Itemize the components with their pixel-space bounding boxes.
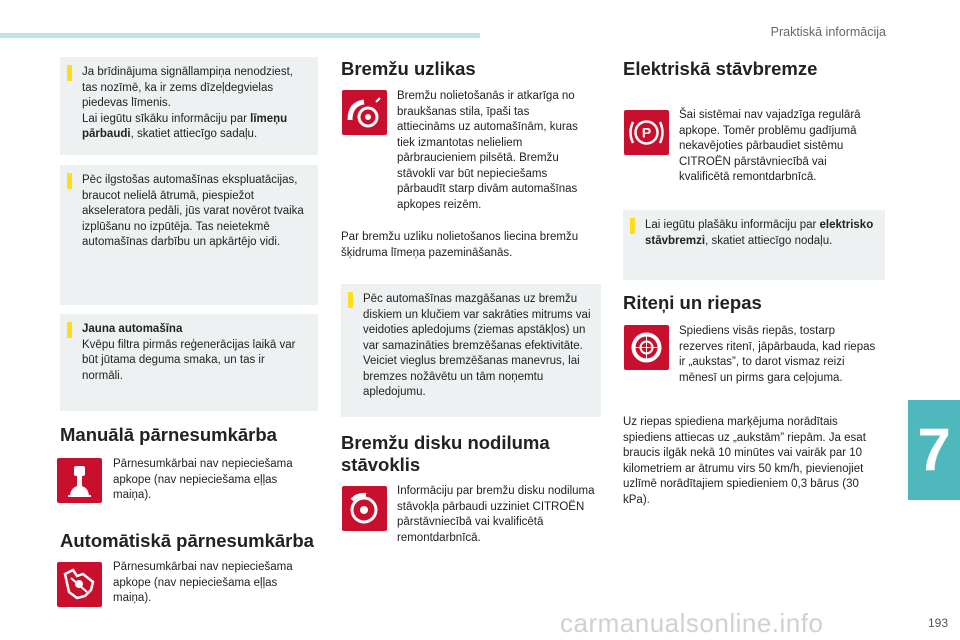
- watermark: carmanualsonline.info: [560, 608, 824, 638]
- note-marker: [67, 173, 72, 189]
- section-title: Praktiskā informācija: [770, 25, 886, 39]
- header-accent-bar: [0, 33, 480, 38]
- note-marker: [348, 292, 353, 308]
- heading-automatic-gearbox: Automātiskā pārnesumkārba: [60, 530, 314, 551]
- heading-brake-discs: Bremžu disku nodiluma stāvoklis: [341, 432, 550, 475]
- info-note-new-vehicle: [60, 314, 318, 411]
- note-text: Ja brīdinājuma signāllampiņa nenodziest, tas nozīmē, ka ir zems dīzeļdegvielas piedevas līmenis. Lai iegūtu sīkāku informāciju par līmeņu pārbaudi, skatiet attiecīgo sadaļu.: [82, 66, 293, 140]
- heading-brake-pads: Bremžu uzlikas: [341, 58, 476, 79]
- heading-manual-gearbox: Manuālā pārnesumkārba: [60, 424, 277, 445]
- brake-pads-para: Par bremžu uzliku nolietošanos liecina bremžu šķidruma līmeņa pazemināšanās.: [341, 231, 579, 259]
- note-text: Lai iegūtu plašāku informāciju par elektrisko stāvbremzi, skatiet attiecīgo nodaļu.: [645, 219, 874, 247]
- manual-gearbox-text: Pārnesumkārbai nav nepieciešama apkope (nav nepieciešama eļļas maiņa).: [113, 458, 293, 501]
- heading-electric-parking-brake: Elektriskā stāvbremze: [623, 58, 818, 79]
- note-marker: [630, 218, 635, 234]
- info-note-exhaust: [60, 165, 318, 305]
- tyre-icon: [624, 325, 669, 370]
- electric-parking-brake-text: Šai sistēmai nav vajadzīga regulārā apkope. Tomēr problēmu gadījumā nekavējoties pārbaudiet sistēmu CITROËN pārstāvniecībā vai kvalificētā remontdarbnīcā.: [679, 109, 861, 183]
- heading-wheels-tyres: Riteņi un riepas: [623, 292, 762, 313]
- chapter-number: 7: [917, 416, 951, 483]
- brake-discs-text: Informāciju par bremžu disku nodiluma stāvokļa pārbaudi uzziniet CITROËN pārstāvniecībā vai kvalificētā remontdarbnīcā.: [397, 485, 595, 544]
- manual-gearbox-icon: [57, 458, 102, 503]
- note-text: Jauna automašīna Kvēpu filtra pirmās reģenerācijas laikā var būt jūtama deguma smaka, un tas ir normāli.: [82, 323, 296, 382]
- brake-disc-icon: [342, 486, 387, 531]
- info-note-brake-moisture: [341, 284, 601, 417]
- parking-brake-icon: [624, 110, 669, 155]
- note-text: Pēc ilgstošas automašīnas ekspluatācijas, braucot nelielā ātrumā, piespiežot akseleratora pedāli, jūs varat novērot tvaika izplūšanu no izpūtēja. Tas neietekmē automašīnas darbību un apkārtējo vidi.: [82, 174, 304, 248]
- note-marker: [67, 322, 72, 338]
- brake-pads-text: Bremžu nolietošanās ir atkarīga no braukšanas stila, īpaši tas attiecināms uz automašīnām, kuras tiek izmantotas nelieliem pārbraucieniem pilsētā. Bremžu stāvokli var būt nepieciešams pārbaudīt starp divām automašīnas apkopes reizēm.: [397, 90, 578, 211]
- info-note-parking-brake: [623, 210, 885, 280]
- tyres-para: Uz riepas spiediena marķējuma norādītais spiediens attiecas uz „aukstām” riepām. Ja esat braucis ilgāk nekā 10 minūtes vai vairāk par 10 kilometriem ar ātrumu virs 50 km/h, pievienojiet uzlīmē norādītajiem spiedieniem 0,3 bārus (30 kPa).: [623, 416, 866, 506]
- note-marker: [67, 65, 72, 81]
- svg-text:P: P: [641, 124, 652, 141]
- brake-pads-icon: [342, 90, 387, 135]
- info-note-additive: [60, 57, 318, 155]
- tyres-text: Spiediens visās riepās, tostarp rezerves ritenī, jāpārbauda, kad riepas ir „aukstas”, to darot vismaz reizi mēnesī un pirms gara ceļojuma.: [679, 325, 876, 384]
- page-number: 193: [927, 616, 948, 630]
- automatic-gearbox-icon: [57, 562, 102, 607]
- note-text: Pēc automašīnas mazgāšanas uz bremžu diskiem un klučiem var sakrāties mitrums vai veidoties apledojums (ziemas apstākļos) un var samazināties bremzēšanas efektivitāte. Veiciet vieglus bremzēšanas manevrus, lai bremzes nožāvētu un tām noņemtu apledojumu.: [363, 293, 591, 398]
- automatic-gearbox-text: Pārnesumkārbai nav nepieciešama apkope (nav nepieciešama eļļas maiņa).: [113, 561, 293, 604]
